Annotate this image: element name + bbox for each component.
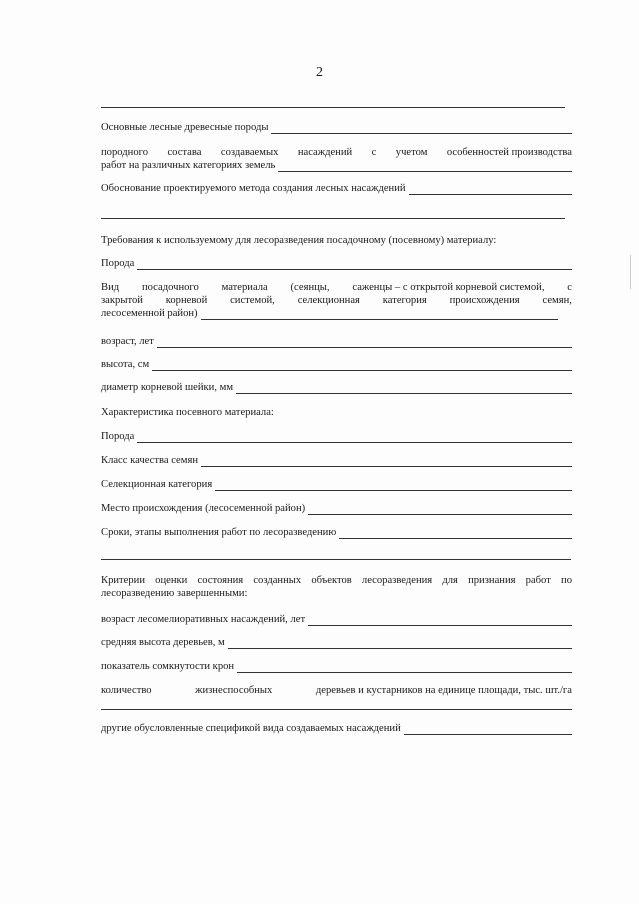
- composition-w2: состава: [167, 147, 202, 158]
- seed-quality-fill-line: [201, 455, 572, 467]
- species-label: Основные лесные древесные породы: [101, 122, 269, 133]
- composition-line2-text: работ на различных категориях земель: [101, 160, 276, 171]
- selection-category-label: Селекционная категория: [101, 479, 213, 490]
- breed2-fill-line: [137, 431, 572, 443]
- mt1-w4: (сеянцы,: [290, 282, 330, 293]
- avg-height-row: [101, 636, 572, 649]
- avg-height-label: средняя высота деревьев, м: [101, 637, 225, 648]
- mt2-w7: семян,: [542, 295, 572, 306]
- breed1-fill-line: [137, 258, 572, 270]
- material-type-paragraph: [101, 281, 572, 320]
- count-w3: деревьев и кустарников на единице площади, тыс. шт./га: [315, 685, 572, 696]
- blank-line: [101, 709, 572, 710]
- seed-characteristics-label: Характеристика посевного материала:: [101, 407, 274, 418]
- blank-line: [101, 218, 565, 219]
- blank-line: [101, 107, 565, 108]
- composition-w5: с: [371, 147, 377, 158]
- seed-characteristics-heading: [101, 406, 572, 419]
- mt2-w1: закрытой: [101, 295, 143, 306]
- material-type-line2: [101, 294, 572, 307]
- breed2-label: Порода: [101, 431, 135, 442]
- breed2-row: [101, 430, 572, 443]
- age-row: [101, 335, 572, 348]
- selection-category-fill-line: [215, 479, 572, 491]
- crown-closure-label: показатель сомкнутости крон: [101, 661, 235, 672]
- height-fill-line: [152, 359, 572, 371]
- avg-height-fill-line: [228, 637, 572, 649]
- selection-category-row: [101, 478, 572, 491]
- height-row: [101, 358, 572, 371]
- age-label: возраст, лет: [101, 336, 154, 347]
- age-fill-line: [157, 336, 572, 348]
- composition-w1: породного: [101, 147, 148, 158]
- composition-w4: насаждений: [297, 147, 353, 158]
- scan-edge-mark: [630, 255, 631, 289]
- mt2-w4: селекционная: [297, 295, 360, 306]
- requirements-heading: [101, 234, 572, 247]
- other-label: другие обусловленные спецификой вида создаваемых насаждений: [101, 723, 401, 734]
- criteria-paragraph: Критерии оценки состояния созданных объектов лесоразведения для признания работ по лесоразведению завершенными:: [101, 575, 572, 599]
- composition-w7: особенностей производства: [446, 147, 572, 158]
- composition-w3: создаваемых: [220, 147, 279, 158]
- mt1-w5: саженцы – с открытой корневой системой,: [352, 282, 545, 293]
- count-paragraph: [101, 684, 572, 697]
- diameter-label: диаметр корневой шейки, мм: [101, 382, 234, 393]
- breed1-label: Порода: [101, 258, 135, 269]
- mt2-w6: происхождения: [449, 295, 520, 306]
- origin-row: [101, 502, 572, 515]
- count-w2: жизнеспособных: [195, 685, 273, 696]
- terms-row: [101, 526, 572, 539]
- page-number: 2: [316, 65, 323, 80]
- species-fill-line: [271, 122, 572, 134]
- material-type-line3-text: лесосеменной район): [101, 308, 198, 319]
- diameter-fill-line: [236, 382, 572, 394]
- terms-fill-line: [339, 527, 572, 539]
- seed-quality-row: [101, 454, 572, 467]
- diameter-row: [101, 381, 572, 394]
- mt1-w6: с: [567, 282, 572, 293]
- crown-closure-fill-line: [237, 661, 572, 673]
- crown-closure-row: [101, 660, 572, 673]
- composition-paragraph: [101, 146, 572, 172]
- composition-line2: [101, 159, 572, 172]
- composition-fill-line: [278, 160, 572, 172]
- material-type-line1: [101, 281, 572, 294]
- mt1-w1: Вид: [101, 282, 120, 293]
- mt1-w2: посадочного: [141, 282, 199, 293]
- blank-line: [101, 559, 571, 560]
- material-type-line3: [101, 307, 558, 320]
- composition-line1: [101, 146, 572, 159]
- seed-quality-label: Класс качества семян: [101, 455, 198, 466]
- material-type-fill-line: [201, 308, 558, 320]
- breed1-row: [101, 257, 572, 270]
- mt2-w2: корневой: [165, 295, 208, 306]
- requirements-label: Требования к используемому для лесоразведения посадочному (посевному) материалу:: [101, 235, 497, 246]
- other-fill-line: [404, 723, 572, 735]
- ameliorative-age-label: возраст лесомелиоративных насаждений, лет: [101, 614, 306, 625]
- method-row: [101, 182, 572, 195]
- terms-label: Сроки, этапы выполнения работ по лесоразведению: [101, 527, 337, 538]
- other-row: [101, 722, 572, 735]
- composition-w6: учетом: [395, 147, 428, 158]
- mt2-w5: категория: [382, 295, 427, 306]
- origin-label: Место происхождения (лесосеменной район): [101, 503, 306, 514]
- height-label: высота, см: [101, 359, 150, 370]
- mt2-w3: системой,: [230, 295, 275, 306]
- method-fill-line: [409, 183, 572, 195]
- count-w1: количество: [101, 685, 152, 696]
- method-label: Обоснование проектируемого метода создания лесных насаждений: [101, 183, 406, 194]
- mt1-w3: материала: [221, 282, 268, 293]
- origin-fill-line: [308, 503, 572, 515]
- ameliorative-age-fill-line: [308, 614, 572, 626]
- ameliorative-age-row: [101, 613, 572, 626]
- count-line: [101, 684, 572, 697]
- species-row: [101, 121, 572, 134]
